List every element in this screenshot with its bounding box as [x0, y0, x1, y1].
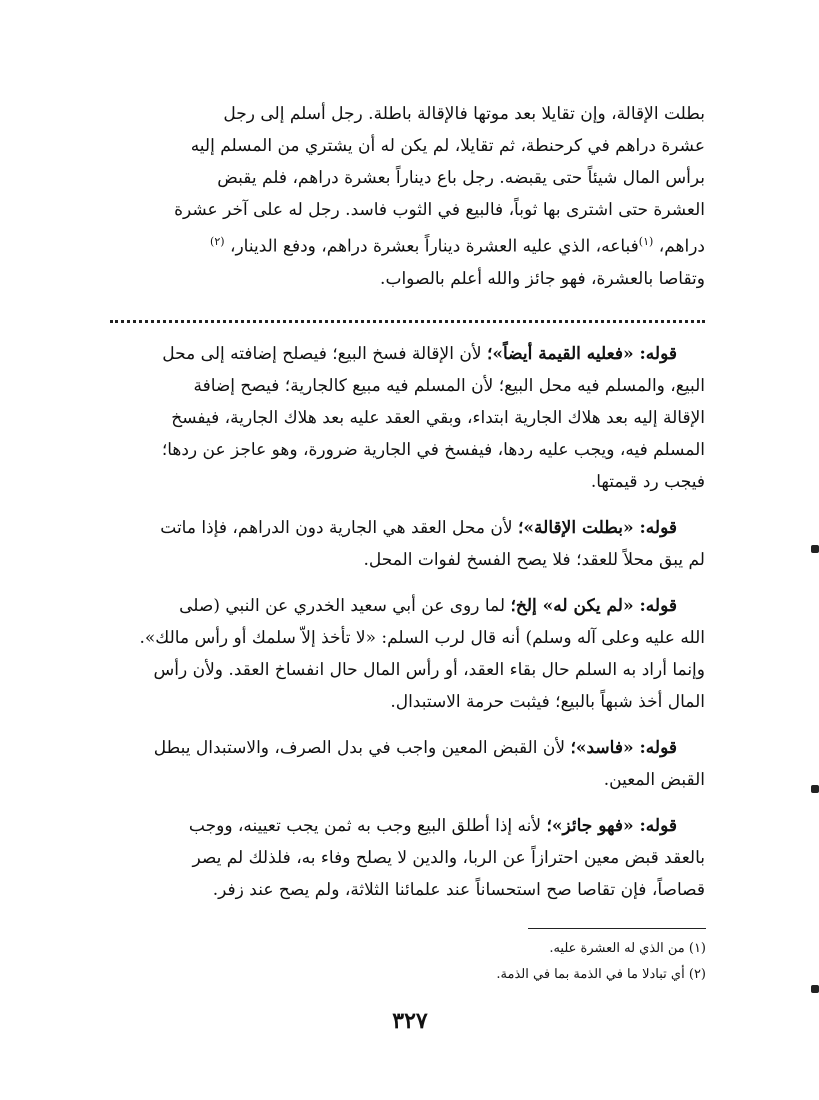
dotted-separator — [110, 320, 705, 323]
main-line: بطلت الإقالة، وإن تقايلا بعد موتها فالإقالة باطلة. رجل أسلم إلى رجل — [223, 104, 705, 124]
footnote-ref-2: (٢) — [210, 235, 225, 248]
main-line: العشرة حتى اشترى بها ثوباً، فالبيع في الثوب فاسد. رجل له على آخر عشرة — [174, 200, 705, 220]
footnote-rule — [528, 928, 706, 929]
commentary-paragraph — [110, 732, 705, 796]
footnote: (٢) أي تبادلا ما في الذمة بما في الذمة. — [496, 967, 706, 982]
scan-edge-mark — [811, 985, 819, 993]
commentary-paragraph — [110, 512, 705, 576]
commentary-text: لما روى عن أبي سعيد الخدري عن النبي (صلى — [179, 596, 506, 616]
commentary-text: لأن الإقالة فسخ البيع؛ فيصلح إضافته إلى محل — [162, 344, 482, 364]
main-line — [110, 226, 705, 263]
commentary-line: وإنما أراد به السلم حال بقاء العقد، أو رأس المال حال انفساخ العقد. ولأن رأس — [153, 660, 705, 680]
footnote: (١) من الذي له العشرة عليه. — [549, 941, 706, 956]
main-line-part: دراهم، — [658, 236, 705, 257]
commentary-lead: قوله: «فهو جائز»؛ — [546, 816, 677, 836]
commentary-line: بالعقد قبض معين احترازاً عن الربا، والدين لا يصلح وفاء به، فلذلك لم يصر — [192, 848, 705, 868]
footnote-ref-1: (١) — [638, 235, 654, 248]
commentary-lead: قوله: «فاسد»؛ — [570, 738, 677, 758]
commentary — [110, 338, 705, 920]
commentary-line — [110, 338, 705, 370]
commentary-line: القبض المعين. — [603, 770, 705, 790]
commentary-line: المال أخذ شبهاً بالبيع؛ فيثبت حرمة الاستبدال. — [390, 692, 705, 712]
commentary-lead: قوله: «بطلت الإقالة»؛ — [518, 518, 677, 538]
commentary-line: لم يبق محلاً للعقد؛ فلا يصح الفسخ لفوات المحل. — [363, 550, 705, 570]
commentary-line: فيجب رد قيمتها. — [590, 472, 705, 492]
commentary-line — [110, 732, 705, 764]
main-line: وتقاصا بالعشرة، فهو جائز والله أعلم بالصواب. — [380, 268, 705, 289]
commentary-text: لأنه إذا أطلق البيع وجب به ثمن يجب تعيينه، ووجب — [188, 816, 542, 836]
commentary-paragraph — [110, 338, 705, 498]
footnotes — [300, 936, 706, 988]
commentary-line — [110, 590, 705, 622]
page-number: ٣٢٧ — [392, 1008, 428, 1034]
commentary-text: لأن محل العقد هي الجارية دون الدراهم، فإذا ماتت — [160, 518, 513, 538]
main-text — [110, 98, 705, 295]
main-line-part: فباعه، الذي عليه العشرة ديناراً بعشرة دراهم، ودفع الدينار، — [229, 236, 639, 257]
commentary-paragraph — [110, 590, 705, 718]
commentary-line: الله عليه وعلى آله وسلم) أنه قال لرب السلم: «لا تأخذ إلاّ سلمك أو رأس مالك». — [139, 628, 705, 648]
commentary-text: لأن القبض المعين واجب في بدل الصرف، والاستبدال يبطل — [153, 738, 566, 758]
scan-edge-mark — [811, 545, 819, 553]
main-line: برأس المال شيئاً حتى يقبضه. رجل باع ديناراً بعشرة دراهم، فلم يقبض — [217, 168, 705, 188]
commentary-lead: قوله: «فعليه القيمة أيضاً»؛ — [486, 344, 677, 364]
commentary-line — [110, 810, 705, 842]
commentary-line — [110, 512, 705, 544]
commentary-line: المسلم فيه، ويجب عليه ردها، فيفسخ في الجارية ضرورة، وهو عاجز عن ردها؛ — [161, 440, 705, 460]
commentary-line: قصاصاً، فإن تقاصا صح استحساناً عند علمائنا الثلاثة، ولم يصح عند زفر. — [212, 880, 705, 900]
commentary-lead: قوله: «لم يكن له» إلخ؛ — [510, 596, 677, 616]
commentary-line: البيع، والمسلم فيه محل البيع؛ لأن المسلم فيه مبيع كالجارية؛ فيصح إضافة — [193, 376, 705, 396]
commentary-line: الإقالة إليه بعد هلاك الجارية ابتداء، وبقي العقد عليه بعد هلاك الجارية، فيفسخ — [171, 408, 705, 428]
main-line: عشرة دراهم في كرحنطة، ثم تقايلا، لم يكن له أن يشتري من المسلم إليه — [190, 136, 705, 156]
scan-edge-mark — [811, 785, 819, 793]
commentary-paragraph — [110, 810, 705, 906]
